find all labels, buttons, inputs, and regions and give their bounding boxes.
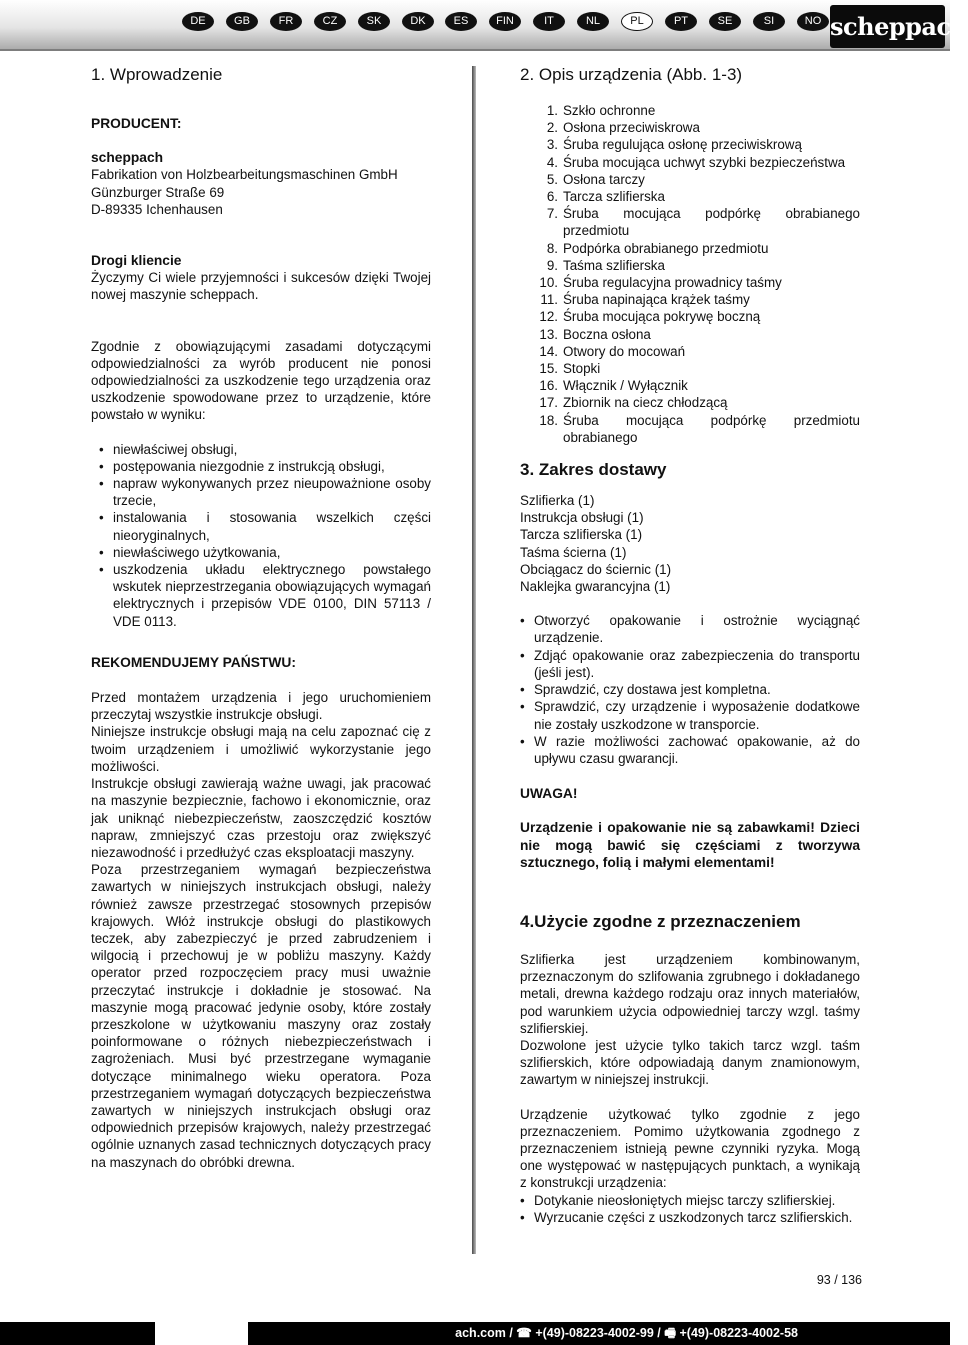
liability-intro: Zgodnie z obowiązującymi zasadami dotyczącymi odpowiedzialności za wyrób producent nie ponosi odpowiedzialności za uszkodzenie tego urządzenia oraz uszkodzenie spowodowane przez to urządzenie, które powstało w wyniku:	[91, 338, 431, 423]
part-number: 18.	[539, 412, 558, 428]
part-label: Śruba napinająca krążek taśmy	[563, 292, 750, 308]
use-paragraph: Urządzenie użytkować tylko zgodnie z jego przeznaczeniem. Pomimo użytkowania zgodnego z przeznaczeniem istnieją pewne czynniki ryzyka. Mogą one występować w następujących punktach, a wynikają z konstrukcji urządzenia:	[520, 1106, 860, 1191]
scope-item: Szlifierka (1)	[520, 493, 595, 509]
language-gb[interactable]: GB	[226, 12, 258, 31]
warning-label: UWAGA!	[520, 786, 578, 802]
part-item	[538, 257, 860, 274]
list-item: • napraw wykonywanych przez nieupoważnione osoby trzecie,	[91, 475, 431, 509]
part-label: Śruba mocująca podpórkę obrabianego przedmiotu	[563, 206, 860, 239]
scope-item: Taśma ścierna (1)	[520, 544, 627, 560]
scope-item: Instrukcja obsługi (1)	[520, 510, 644, 526]
header-divider	[0, 49, 950, 51]
part-number: 16.	[539, 378, 558, 394]
list-item: • Dotykanie nieosłoniętych miejsc tarczy szlifierskiej.	[520, 1192, 860, 1209]
part-label: Tarcza szlifierska	[563, 189, 665, 205]
warning-text: Urządzenie i opakowanie nie są zabawkami! Dzieci nie mogą bawić się częściami z tworzywa sztucznego, folią i małymi elementami!	[520, 820, 860, 870]
language-pt[interactable]: PT	[665, 12, 697, 31]
list-item: • Sprawdzić, czy urządzenie i wyposażenie dodatkowe nie zostały uszkodzone w transporcie.	[520, 698, 860, 732]
part-number: 8.	[546, 240, 558, 256]
part-number: 9.	[546, 257, 558, 273]
part-number: 14.	[539, 343, 558, 359]
part-item	[538, 240, 860, 257]
part-number: 2.	[546, 120, 558, 136]
part-item	[538, 394, 860, 411]
part-label: Śruba mocująca podpórkę przedmiotu obrabianego	[563, 412, 860, 445]
parts-list	[520, 102, 860, 446]
part-item	[538, 343, 860, 360]
recommend-paragraph: Poza przestrzeganiem wymagań bezpieczeństwa zawartych w niniejszych instrukcjach obsługi, należy również zawsze przestrzegać stosownych przepisów krajowych. Włóż instrukcje obsługi do plastikowych teczek, aby zabezpieczyć je przed zabrudzeniem i wilgocią i przechowuj je w pobliżu maszyny. Każdy operator przed rozpoczęciem pracy musi uważnie przeczytać instrukcje i dokładnie je stosować. Na maszynie mogą pracować jedynie osoby, które zostały przeszkolone w użytkowaniu maszyny oraz zostały poinformowane o różnych niebezpieczeństwach i zagrożeniach. Musi być przestrzegane wymaganie dotyczące minimalnego wieku operatora. Poza przestrzeganiem wymagań dotyczących bezpieczeństwa zawartych w niniejszych instrukcjach obsługi oraz odpowiednich przepisów krajowych, należy przestrzegać ogólnie uznanych zasad technicznych dotyczących pracy na maszynach do obróbki drewna.	[91, 862, 431, 1170]
part-number: 11.	[540, 292, 558, 308]
list-item: • postępowania niezgodnie z instrukcją obsługi,	[91, 458, 431, 475]
list-item: • Sprawdzić, czy dostawa jest kompletna.	[520, 681, 860, 698]
producer-name: scheppach	[91, 150, 164, 166]
part-label: Śruba regulacyjna prowadnicy taśmy	[563, 275, 782, 291]
scope-item: Tarcza szlifierska (1)	[520, 527, 643, 543]
recommend-block	[91, 689, 431, 1171]
left-column	[91, 64, 431, 1171]
scope-item: Naklejka gwarancyjna (1)	[520, 579, 671, 595]
language-si[interactable]: SI	[753, 12, 785, 31]
part-label: Boczna osłona	[563, 326, 651, 342]
language-sk[interactable]: SK	[358, 12, 390, 31]
part-item	[538, 326, 860, 343]
producer-block	[91, 149, 431, 218]
part-number: 7.	[546, 206, 558, 222]
part-label: Osłona tarczy	[563, 171, 645, 187]
part-item	[538, 412, 860, 446]
part-number: 10.	[539, 275, 558, 291]
part-number: 4.	[546, 154, 558, 170]
list-item: • Otworzyć opakowanie i ostrożnie wyciągnąć urządzenie.	[520, 612, 860, 646]
language-nl[interactable]: NL	[577, 12, 609, 31]
language-es[interactable]: ES	[445, 12, 477, 31]
list-item: • W razie możliwości zachować opakowanie, aż do upływu czasu gwarancji.	[520, 733, 860, 767]
part-number: 12.	[539, 309, 558, 325]
part-item	[538, 102, 860, 119]
list-item: • niewłaściwej obsługi,	[91, 441, 431, 458]
part-label: Stopki	[563, 361, 601, 377]
language-fin[interactable]: FIN	[489, 12, 521, 31]
part-label: Zbiornik na ciecz chłodzącą	[563, 395, 728, 411]
part-number: 6.	[546, 189, 558, 205]
part-number: 15.	[539, 361, 558, 377]
part-label: Śruba mocująca uchwyt szybki bezpieczeństwa	[563, 154, 846, 170]
part-item	[538, 154, 860, 171]
part-item	[538, 171, 860, 188]
list-item: • niewłaściwego użytkowania,	[91, 544, 431, 561]
part-item	[538, 308, 860, 325]
part-item	[538, 205, 860, 239]
part-item	[538, 274, 860, 291]
language-cz[interactable]: CZ	[314, 12, 346, 31]
part-label: Włącznik / Wyłącznik	[563, 378, 688, 394]
language-de[interactable]: DE	[182, 12, 214, 31]
part-number: 3.	[546, 137, 558, 153]
greeting-block	[91, 252, 431, 304]
wishes-paragraph: Życzymy Ci wiele przyjemności i sukcesów dzięki Twojej nowej maszynie scheppach.	[91, 270, 431, 303]
part-item	[538, 291, 860, 308]
part-label: Śruba mocująca pokrywę boczną	[563, 309, 761, 325]
producer-line: Fabrikation von Holzbearbeitungsmaschinen GmbH	[91, 167, 398, 183]
recommend-paragraph: Przed montażem urządzenia i jego uruchomieniem przeczytaj wszystkie instrukcje obsługi.	[91, 690, 431, 723]
part-label: Podpórka obrabianego przedmiotu	[563, 240, 769, 256]
language-se[interactable]: SE	[709, 12, 741, 31]
recommend-paragraph: Niniejsze instrukcje obsługi mają na celu zapoznać cię z twoim urządzeniem i umożliwić wykorzystanie jego możliwości.	[91, 724, 431, 774]
dear-customer-heading: Drogi kliencie	[91, 253, 182, 269]
part-label: Taśma szlifierska	[563, 257, 665, 273]
footer-contact: ach.com / ☎ +(49)-08223-4002-99 / 🖷 +(49)-08223-4002-58	[455, 1326, 798, 1340]
part-item	[538, 360, 860, 377]
list-item: • instalowania i stosowania wszelkich części nieoryginalnych,	[91, 509, 431, 543]
language-it[interactable]: IT	[533, 12, 565, 31]
language-dk[interactable]: DK	[402, 12, 434, 31]
scope-list	[520, 492, 860, 595]
list-item: • Zdjąć opakowanie oraz zabezpieczenia do transportu (jeśli jest).	[520, 647, 860, 681]
list-item: • Wyrzucanie części z uszkodzonych tarcz szlifierskich.	[520, 1209, 860, 1226]
part-item	[538, 136, 860, 153]
liability-list	[91, 441, 431, 630]
unpack-list	[520, 612, 860, 767]
part-item	[538, 188, 860, 205]
part-number: 5.	[546, 171, 558, 187]
producer-label: PRODUCENT:	[91, 116, 182, 131]
part-number: 17.	[539, 395, 558, 411]
part-label: Osłona przeciwiskrowa	[563, 120, 700, 136]
producer-line: D-89335 Ichenhausen	[91, 201, 223, 217]
section-title-intended-use: 4.Użycie zgodne z przeznaczeniem	[520, 911, 801, 931]
part-label: Otwory do mocowań	[563, 343, 686, 359]
column-divider	[472, 66, 476, 1254]
section-title-scope: 3. Zakres dostawy	[520, 460, 667, 480]
language-pl[interactable]: PL	[621, 12, 653, 31]
section-title-introduction: 1. Wprowadzenie	[91, 65, 223, 84]
footer-gap	[155, 1322, 248, 1345]
list-item: • uszkodzenia układu elektrycznego powstałego wskutek nieprzestrzegania obowiązujących wymagań elektrycznych i przepisów VDE 0100, DIN 57113 / VDE 0113.	[91, 561, 431, 630]
use-paragraph: Szlifierka jest urządzeniem kombinowanym, przeznaczonym do szlifowania zgrubnego i dokładanego metali, drewna każdego rodzaju oraz innych materiałów, pod warunkiem użycia odpowiedniej tarczy wzgl. taśmy szlifierskiej.	[520, 951, 860, 1036]
use-paragraph: Dozwolone jest użycie tylko takich tarcz wzgl. taśm szlifierskich, które odpowiadają danym znamionowym, zawartym w niniejszej instrukcji.	[520, 1037, 860, 1088]
part-number: 1.	[546, 103, 558, 118]
language-fr[interactable]: FR	[270, 12, 302, 31]
part-label: Śruba regulująca osłonę przeciwiskrową	[563, 137, 802, 153]
page-number: 93 / 136	[816, 1273, 862, 1287]
scheppach-logo: scheppach	[830, 5, 945, 48]
risk-list	[520, 1192, 860, 1226]
producer-line: Günzburger Straße 69	[91, 184, 225, 200]
right-column	[520, 64, 860, 1226]
part-label: Szkło ochronne	[563, 103, 656, 118]
part-item	[538, 119, 860, 136]
recommend-label: REKOMENDUJEMY PAŃSTWU:	[91, 654, 296, 670]
recommend-paragraph: Instrukcje obsługi zawierają ważne uwagi, jak pracować na maszynie bezpiecznie, fachowo i ekonomicznie, oraz jak uniknąć niebezpieczeństw, zaoszczędzić kosztów napraw, zmniejszyć czas przestoju oraz zwiększyć niezawodność i przedłużyć czas eksploatacji maszyny.	[91, 776, 431, 860]
language-no[interactable]: NO	[797, 12, 829, 31]
scope-item: Obciągacz do ściernic (1)	[520, 561, 672, 577]
part-number: 13.	[539, 326, 558, 342]
section-title-description: 2. Opis urządzenia (Abb. 1-3)	[520, 65, 743, 84]
part-item	[538, 377, 860, 394]
